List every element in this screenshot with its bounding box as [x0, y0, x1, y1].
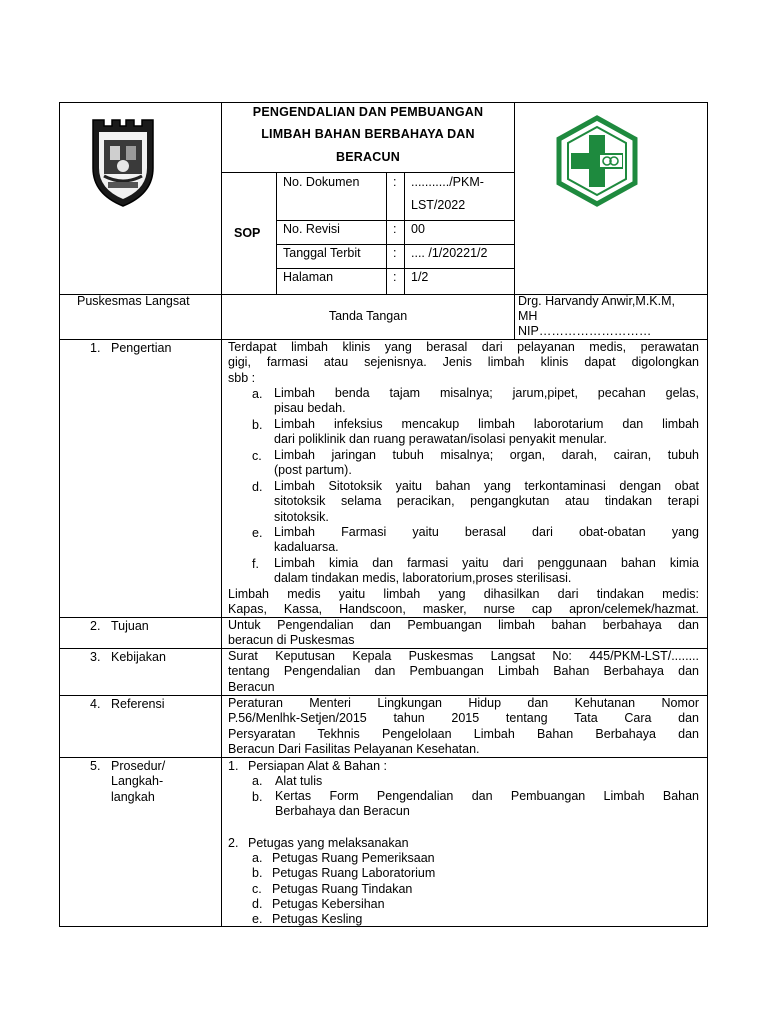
section-number: 2. [90, 619, 101, 633]
list-marker: d. [252, 897, 263, 911]
list-item: Petugas Ruang Tindakan [272, 882, 413, 896]
field-sep: : [393, 246, 397, 260]
text-line: Limbah medis yaitu limbah yang dihasilkan dari tindakan medis: [228, 587, 699, 601]
section-name: Langkah- [111, 774, 164, 788]
field-label: No. Revisi [283, 222, 340, 236]
section-name: Tujuan [111, 619, 149, 633]
list-marker: b. [252, 790, 263, 804]
signer-title: MH [518, 309, 538, 323]
section-name: Prosedur/ [111, 759, 166, 773]
list-item [274, 417, 699, 448]
list-item [275, 789, 699, 820]
field-value: 1/2 [411, 270, 429, 284]
text-line: Peraturan Menteri Lingkungan Hidup dan Kehutanan Nomor [228, 696, 699, 710]
text-line: Untuk Pengendalian dan Pembuangan limbah bahan berbahaya dan [228, 618, 699, 632]
list-item [274, 525, 699, 556]
text-line: beracun di Puskesmas [228, 633, 355, 648]
text-line: sitotoksik selama peracikan, pengangkutan atau tindakan terapi [274, 494, 699, 509]
field-value: .... /1/20221/2 [411, 246, 488, 260]
group-marker: 2. [228, 836, 239, 850]
list-item: Petugas Kesling [272, 912, 363, 926]
section-number: 1. [90, 341, 101, 355]
field-sep: : [393, 175, 397, 189]
list-item: Petugas Ruang Pemeriksaan [272, 851, 435, 865]
list-marker: d. [252, 480, 263, 494]
text-line: Limbah benda tajam misalnya; jarum,pipet, pecahan gelas, [274, 386, 699, 400]
text-line: Beracun [228, 679, 275, 694]
text-line: kadaluarsa. [274, 540, 339, 555]
objective-text [228, 618, 699, 649]
field-sep: : [393, 270, 397, 284]
puskesmas-cross-icon [556, 115, 638, 207]
list-marker: f. [252, 557, 259, 571]
section-number: 3. [90, 650, 101, 664]
list-marker: a. [252, 387, 263, 401]
field-label: No. Dokumen [283, 175, 360, 189]
group-title: Persiapan Alat & Bahan : [248, 759, 387, 773]
section-number: 4. [90, 697, 101, 711]
text-line: Berbahaya dan Beracun [275, 804, 410, 819]
section-number: 5. [90, 759, 101, 773]
text-line: Persyaratan Tekhnis Pengelolaan Limbah Bahan Berbahaya dan [228, 726, 699, 741]
text-line: Limbah kimia dan farmasi yaitu dari penggunaan bahan kimia [274, 556, 699, 570]
title-line: BERACUN [336, 150, 400, 164]
text-line: pisau bedah. [274, 401, 346, 416]
text-line: Kapas, Kassa, Handscoon, masker, nurse cap apron/celemek/hazmat. [228, 602, 699, 617]
title-line: PENGENDALIAN DAN PEMBUANGAN [252, 105, 484, 119]
definition-outro [228, 587, 699, 618]
list-item: Petugas Kebersihan [272, 897, 385, 911]
field-sep: : [393, 222, 397, 236]
list-item: Petugas Ruang Laboratorium [272, 866, 436, 880]
signer-nip: NIP……………………… [518, 324, 652, 338]
group-title: Petugas yang melaksanakan [248, 836, 409, 850]
list-item: Alat tulis [275, 774, 323, 788]
list-item [274, 386, 699, 417]
city-crest-icon [90, 116, 156, 208]
text-line: Kertas Form Pengendalian dan Pembuangan Limbah Bahan [275, 789, 699, 803]
text-line: Beracun Dari Fasilitas Pelayanan Kesehatan. [228, 742, 480, 757]
list-marker: c. [252, 449, 262, 463]
section-name: Kebijakan [111, 650, 166, 664]
section-name: Pengertian [111, 341, 172, 355]
field-label: Tanggal Terbit [283, 246, 361, 260]
list-marker: b. [252, 418, 263, 432]
policy-text [228, 649, 699, 695]
group-marker: 1. [228, 759, 239, 773]
organization-name: Puskesmas Langsat [77, 294, 190, 308]
field-label: Halaman [283, 270, 334, 284]
text-line: P.56/Menlhk-Setjen/2015 tahun 2015 tentang Tata Cara dan [228, 711, 699, 726]
text-line: tentang Pengendalian dan Pembuangan Limbah Bahan Berbahaya dan [228, 664, 699, 679]
field-value: 00 [411, 222, 425, 236]
list-marker: a. [252, 851, 263, 865]
field-value: .........../PKM- [411, 175, 484, 189]
section-name: langkah [111, 790, 155, 804]
list-marker: c. [252, 882, 262, 896]
text-line: sbb : [228, 370, 256, 385]
field-value: LST/2022 [411, 198, 466, 212]
text-line: Terdapat limbah klinis yang berasal dari pelayanan medis, perawatan [228, 340, 699, 354]
list-item [274, 479, 699, 525]
signature-label: Tanda Tangan [328, 309, 408, 323]
text-line: gigi, farmasi atau sejenisnya. Jenis limbah klinis dapat digolongkan [228, 355, 699, 370]
list-marker: b. [252, 866, 263, 880]
list-marker: a. [252, 774, 263, 788]
section-name: Referensi [111, 697, 165, 711]
reference-text [228, 696, 699, 758]
definition-intro [228, 340, 699, 386]
text-line: dari poliklinik dan ruang perawatan/isolasi penyakit menular. [274, 432, 607, 447]
text-line: Limbah Farmasi yaitu berasal dari obat-obatan yang [274, 525, 699, 539]
list-item [274, 448, 699, 479]
text-line: sitotoksik. [274, 509, 329, 524]
text-line: dalam tindakan medis, laboratorium,proses sterilisasi. [274, 571, 572, 586]
text-line: Surat Keputusan Kepala Puskesmas Langsat No: 445/PKM-LST/........ [228, 649, 699, 663]
text-line: Limbah infeksius mencakup limbah laborotarium dan limbah [274, 417, 699, 431]
text-line: Limbah Sitotoksik yaitu bahan yang terkontaminasi dengan obat [274, 479, 699, 493]
list-marker: e. [252, 912, 263, 926]
title-line: LIMBAH BAHAN BERBAHAYA DAN [261, 127, 475, 141]
list-item [274, 556, 699, 587]
list-marker: e. [252, 526, 263, 540]
text-line: Limbah jaringan tubuh misalnya; organ, darah, cairan, tubuh [274, 448, 699, 462]
signer-name: Drg. Harvandy Anwir,M.K.M, [518, 294, 675, 308]
sop-label: SOP [234, 226, 261, 240]
text-line: (post partum). [274, 463, 352, 478]
